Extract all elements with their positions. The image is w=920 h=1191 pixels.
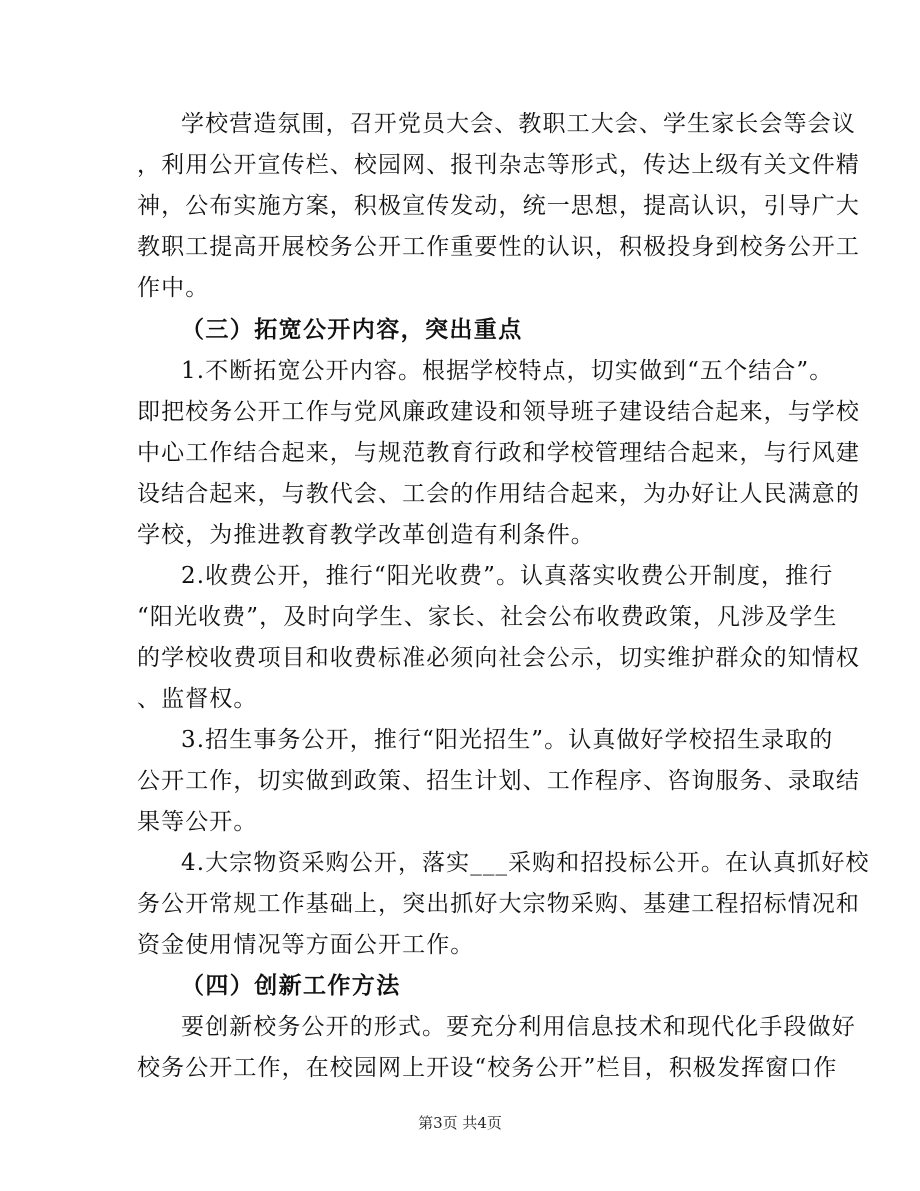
paragraph-line: 资金使用情况等方面公开工作。 <box>137 932 475 958</box>
paragraph-line: 务公开常规工作基础上，突出抓好大宗物采购、基建工程招标情况和 <box>137 891 860 917</box>
paragraph-line: 中心工作结合起来，与规范教育行政和学校管理结合起来，与行风建 <box>137 440 860 466</box>
paragraph-line: 即把校务公开工作与党风廉政建设和领导班子建设结合起来，与学校 <box>137 399 860 425</box>
paragraph-line: 校务公开工作，在校园网上开设“校务公开”栏目，积极发挥窗口作 <box>137 1055 838 1081</box>
paragraph-line: 1.不断拓宽公开内容。根据学校特点，切实做到“五个结合”。 <box>181 358 834 384</box>
paragraph-line: 、监督权。 <box>137 686 258 712</box>
paragraph-line: 的学校收费项目和收费标准必须向社会公示，切实维护群众的知情权 <box>137 645 860 671</box>
paragraph-line: 设结合起来，与教代会、工会的作用结合起来，为办好让人民满意的 <box>137 481 860 507</box>
paragraph-line: 3.招生事务公开，推行“阳光招生”。认真做好学校招生录取的 <box>181 727 834 753</box>
paragraph-line: 教职工提高开展校务公开工作重要性的认识，积极投身到校务公开工 <box>137 234 860 260</box>
paragraph-line: 要创新校务公开的形式。要充分利用信息技术和现代化手段做好 <box>181 1014 856 1040</box>
paragraph-line: 2.收费公开，推行“阳光收费”。认真落实收费公开制度，推行 <box>181 563 834 589</box>
paragraph-line: 神，公布实施方案，积极宣传发动，统一思想，提高认识，引导广大 <box>137 193 860 219</box>
section-heading: （四）创新工作方法 <box>181 972 401 999</box>
paragraph-line: 作中。 <box>137 275 210 301</box>
paragraph-line: 果等公开。 <box>137 809 258 835</box>
paragraph-line: 公开工作，切实做到政策、招生计划、工作程序、咨询服务、录取结 <box>137 768 860 794</box>
paragraph-line: 学校，为推进教育教学改革创造有利条件。 <box>137 522 595 548</box>
page-number-footer: 第3页 共4页 <box>418 1114 502 1132</box>
paragraph-line: ，利用公开宣传栏、校园网、报刊杂志等形式，传达上级有关文件精 <box>137 152 860 178</box>
paragraph-line: 学校营造氛围，召开党员大会、教职工大会、学生家长会等会议 <box>181 111 856 137</box>
paragraph-line: “阳光收费”，及时向学生、家长、社会公布收费政策，凡涉及学生 <box>137 604 838 630</box>
paragraph-line: 4.大宗物资采购公开，落实___采购和招投标公开。在认真抓好校 <box>181 850 870 876</box>
section-heading: （三）拓宽公开内容，突出重点 <box>181 316 523 343</box>
